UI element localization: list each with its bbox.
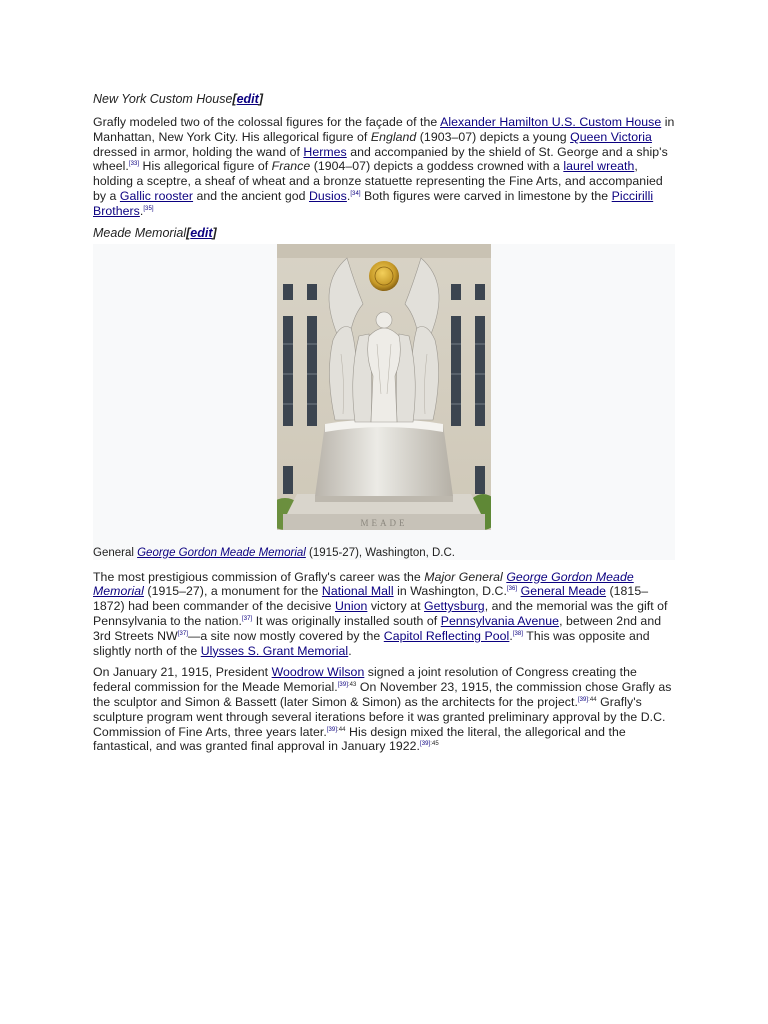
meade-memorial-photo-drawing — [277, 244, 491, 530]
edit-section-link[interactable]: edit — [190, 225, 213, 240]
edit-section-link-wrap — [186, 226, 217, 240]
text: . — [509, 628, 513, 643]
article-body — [93, 91, 675, 754]
bracket-open: [ — [232, 92, 237, 106]
italic-england: England — [370, 129, 417, 144]
link-hermes[interactable]: Hermes — [303, 144, 347, 159]
heading-text: Meade Memorial — [93, 225, 187, 240]
edit-section-link[interactable]: edit — [236, 92, 259, 106]
link-alexander-hamilton-custom-house[interactable]: Alexander Hamilton U.S. Custom House — [440, 115, 662, 129]
text: dressed in armor, holding the wand of — [93, 144, 304, 159]
link-national-mall[interactable]: National Mall — [321, 584, 394, 599]
bracket-close: ] — [212, 225, 217, 240]
text: Grafly modeled two of the colossal figures for the façade of the — [93, 115, 441, 129]
citation-33[interactable]: [33] — [128, 161, 140, 168]
text: in Manhattan, New York City. His allegorical figure of — [93, 115, 675, 144]
citation-37b[interactable]: [37] — [177, 630, 188, 637]
text: On January 21, 1915, President — [93, 665, 272, 680]
text: . — [139, 203, 144, 218]
figure-caption — [93, 546, 455, 560]
link-george-gordon-meade-memorial[interactable]: George Gordon Meade Memorial — [93, 569, 634, 599]
meade-memorial-photo[interactable] — [277, 244, 491, 530]
citation-35[interactable]: [35] — [143, 205, 154, 212]
section-heading-new-york-custom-house — [93, 91, 675, 107]
text: . — [346, 188, 351, 203]
text: (1815–1872) had been commander of the decisive — [93, 584, 649, 614]
link-pennsylvania-avenue[interactable]: Pennsylvania Avenue — [440, 613, 560, 628]
text: . — [348, 643, 352, 658]
text: (1904–07) depicts a goddess crowned with a — [310, 159, 564, 174]
link-ulysses-s-grant-memorial[interactable]: Ulysses S. Grant Memorial — [200, 643, 349, 658]
section-heading-meade-memorial — [93, 225, 675, 241]
text: signed a joint resolution of Congress creating the federal commission for the Meade Memorial. — [93, 665, 637, 695]
link-capitol-reflecting-pool[interactable]: Capitol Reflecting Pool — [383, 628, 510, 643]
text: —a site now mostly covered by the — [187, 628, 384, 643]
text: General — [93, 546, 138, 559]
text: (1915–27), a monument for the — [143, 584, 322, 599]
link-queen-victoria[interactable]: Queen Victoria — [570, 129, 652, 144]
text: , between 2nd and 3rd Streets NW — [93, 613, 662, 643]
citation-39d[interactable]: [39] — [420, 741, 431, 748]
text: On November 23, 1915, the commission chose Grafly as the sculptor and Simon & Bassett (later Simon & Simon) as the architects for the project. — [93, 680, 672, 709]
heading-text: New York Custom House — [93, 92, 233, 106]
text: (1903–07) depicts a young — [416, 129, 571, 144]
citation-page: :43 — [347, 682, 357, 689]
text: , holding a sceptre, a sheaf of wheat and a bronze statuette representing the Fine Arts, and accompanied by a — [93, 159, 663, 203]
citation-39b[interactable]: [39] — [577, 696, 589, 703]
link-general-meade[interactable]: General Meade — [520, 584, 607, 599]
citation-page: :45 — [430, 741, 439, 748]
link-dusios[interactable]: Dusios — [308, 188, 347, 203]
edit-section-link-wrap — [232, 92, 263, 106]
citation-34[interactable]: [34] — [350, 190, 361, 197]
italic-major-general: Major General — [424, 569, 507, 584]
text: Grafly's sculpture program went through several iterations before it was granted preliminary approval by the D.C. Commission of Fine Arts, three years later. — [93, 694, 666, 739]
citation-39c[interactable]: [39] — [326, 726, 338, 733]
link-woodrow-wilson[interactable]: Woodrow Wilson — [271, 665, 365, 680]
citation-37[interactable]: [37] — [242, 615, 253, 622]
text: His design mixed the literal, the allegorical and the fantastical, and was granted final approval in January 1922. — [93, 724, 626, 754]
citation-39a[interactable]: [39] — [337, 682, 348, 689]
paragraph-custom-house — [93, 115, 675, 219]
text: and the ancient god — [193, 188, 309, 203]
text: in Washington, D.C. — [393, 584, 507, 599]
link-laurel-wreath[interactable]: laurel wreath — [563, 159, 635, 174]
text: Both figures were carved in limestone by the — [360, 188, 612, 203]
link-gettysburg[interactable]: Gettysburg — [424, 599, 485, 614]
italic-france: France — [271, 159, 311, 174]
text: The most prestigious commission of Grafly's career was the — [93, 569, 425, 584]
paragraph-meade-approval — [93, 665, 675, 754]
text: , and the memorial was the gift of Pennsylvania to the nation. — [93, 599, 668, 628]
citation-page: :44 — [588, 696, 597, 703]
paragraph-meade-commission — [93, 570, 675, 659]
citation-38[interactable]: [38] — [512, 630, 524, 637]
link-piccirilli-brothers[interactable]: Piccirilli Brothers — [93, 188, 654, 218]
bracket-open: [ — [186, 225, 191, 240]
text: victory at — [367, 599, 425, 614]
link-gallic-rooster[interactable]: Gallic rooster — [119, 188, 194, 203]
figure-meade-memorial — [93, 244, 675, 560]
text: and accompanied by the shield of St. George and a ship's wheel. — [93, 144, 668, 174]
text: His allegorical figure of — [139, 159, 272, 174]
citation-page: :44 — [337, 726, 346, 733]
text: This was opposite and slightly north of the — [93, 628, 650, 658]
citation-36[interactable]: [36] — [506, 586, 518, 593]
text: It was originally installed south of — [252, 613, 441, 628]
link-caption-meade-memorial[interactable]: George Gordon Meade Memorial — [137, 546, 306, 559]
bracket-close: ] — [258, 92, 263, 106]
link-union[interactable]: Union — [335, 599, 368, 614]
plinth-inscription: MEADE — [360, 517, 408, 528]
text: (1915-27), Washington, D.C. — [305, 546, 455, 559]
